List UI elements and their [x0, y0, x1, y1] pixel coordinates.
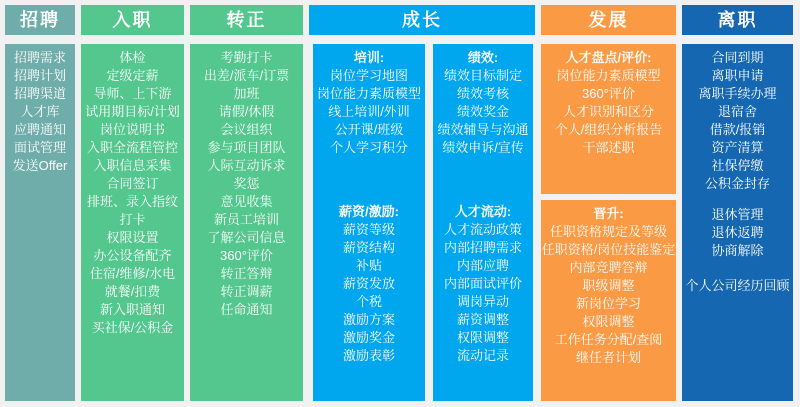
feature-item: 加班 — [233, 86, 260, 101]
feature-item: 人际互动诉求 — [207, 158, 286, 173]
feature-item: 人才库 — [20, 104, 60, 119]
feature-item: 继任者计划 — [575, 350, 641, 365]
feature-item: 工作任务分配/查阅 — [554, 332, 663, 347]
stage-panel — [190, 44, 303, 401]
stage-column-exit — [682, 5, 793, 407]
feature-item: 公积金封存 — [704, 176, 770, 191]
feature-item: 内部应聘 — [456, 258, 509, 273]
feature-item: 发送Offer — [12, 158, 68, 173]
feature-item: 绩效辅导与沟通 — [437, 122, 529, 137]
feature-item: 绩效考核 — [456, 86, 509, 101]
feature-item: 新员工培训 — [213, 212, 279, 227]
stage-body-recruitment — [5, 44, 75, 407]
stage-column-recruitment — [5, 5, 75, 407]
feature-item: 岗位能力素质模型 — [556, 68, 661, 83]
feature-item: 补贴 — [355, 258, 382, 273]
feature-item: 个人学习积分 — [329, 140, 408, 155]
stage-panel — [313, 44, 425, 401]
feature-item: 了解公司信息 — [207, 230, 286, 245]
feature-item: 转正调薪 — [220, 284, 273, 299]
feature-item: 请假/休假 — [218, 104, 275, 119]
feature-group — [541, 205, 676, 367]
feature-item: 干部述职 — [582, 140, 635, 155]
feature-item: 导师、上下游 — [93, 86, 172, 101]
group-label: 人才盘点/评价: — [565, 50, 652, 65]
feature-item: 会议组织 — [220, 122, 273, 137]
stage-header-growth: 成长 — [309, 5, 535, 35]
feature-item: 试用期目标/计划 — [85, 104, 180, 119]
feature-item: 协商解除 — [711, 243, 764, 258]
feature-group — [682, 206, 793, 260]
feature-item: 退宿舍 — [717, 104, 757, 119]
stage-panel — [433, 44, 533, 401]
feature-item: 薪资等级 — [342, 222, 395, 237]
feature-item: 任命通知 — [220, 302, 273, 317]
feature-item: 360°评价 — [582, 86, 635, 101]
feature-item: 薪资结构 — [342, 240, 395, 255]
feature-group — [433, 49, 533, 157]
feature-item: 招聘计划 — [13, 68, 66, 83]
stage-panel — [541, 200, 676, 401]
feature-item: 考勤打卡 — [220, 50, 273, 65]
stage-header-exit: 离职 — [682, 5, 793, 35]
feature-item: 合同签订 — [106, 176, 159, 191]
feature-item: 岗位说明书 — [99, 122, 165, 137]
feature-item: 奖惩 — [233, 176, 260, 191]
feature-group — [433, 203, 533, 365]
feature-item: 薪资调整 — [456, 312, 509, 327]
feature-item: 定级定薪 — [106, 68, 159, 83]
group-label: 晋升: — [593, 206, 624, 221]
stage-body-exit — [682, 44, 793, 407]
stage-body-development — [541, 44, 676, 407]
stage-subcolumn — [190, 44, 303, 401]
feature-group — [81, 49, 184, 337]
feature-item: 离职申请 — [711, 68, 764, 83]
feature-group — [313, 203, 425, 365]
stage-column-development — [541, 5, 676, 407]
feature-group — [541, 49, 676, 157]
feature-item: 办公设备配齐 — [93, 248, 172, 263]
feature-item: 招聘需求 — [13, 50, 66, 65]
stage-header-confirmation: 转正 — [190, 5, 303, 35]
feature-item: 招聘渠道 — [13, 86, 66, 101]
feature-item: 绩效奖金 — [456, 104, 509, 119]
group-label: 培训: — [353, 50, 385, 65]
feature-item: 借款/报销 — [709, 122, 766, 137]
feature-item: 个人公司经历回顾 — [685, 278, 790, 293]
feature-item: 出差/派车/订票 — [203, 68, 290, 83]
feature-group — [313, 49, 425, 157]
stage-header-onboarding: 入职 — [81, 5, 184, 35]
feature-group — [190, 49, 303, 319]
feature-item: 面试管理 — [13, 140, 66, 155]
stage-body-onboarding — [81, 44, 184, 407]
feature-group — [5, 49, 75, 175]
feature-item: 买社保/公积金 — [91, 320, 174, 335]
feature-item: 人才流动政策 — [443, 222, 522, 237]
stage-header-recruitment: 招聘 — [5, 5, 75, 35]
feature-item: 权限设置 — [106, 230, 159, 245]
feature-item: 激励奖金 — [342, 330, 395, 345]
stage-subcolumn — [682, 44, 793, 401]
feature-item: 个税 — [355, 294, 382, 309]
feature-item: 绩效目标制定 — [443, 68, 522, 83]
feature-item: 资产清算 — [711, 140, 764, 155]
feature-item: 线上培训/外训 — [328, 104, 410, 119]
feature-item: 住宿/维修/水电 — [89, 266, 176, 281]
feature-item: 任职资格规定及等级 — [549, 224, 667, 239]
feature-item: 职级调整 — [582, 278, 635, 293]
feature-item: 流动记录 — [456, 348, 509, 363]
feature-item: 入职全流程管控 — [86, 140, 178, 155]
stage-subcolumn — [5, 44, 75, 401]
feature-item: 退休返聘 — [711, 225, 764, 240]
feature-group — [682, 277, 793, 295]
feature-item: 权限调整 — [456, 330, 509, 345]
feature-item: 社保停缴 — [711, 158, 764, 173]
feature-item: 离职手续办理 — [698, 86, 777, 101]
feature-item: 360°评价 — [220, 248, 273, 263]
feature-item: 人才识别和区分 — [562, 104, 654, 119]
stage-column-onboarding — [81, 5, 184, 407]
stage-subcolumn — [541, 44, 676, 401]
feature-item: 合同到期 — [711, 50, 764, 65]
stage-panel — [5, 44, 75, 401]
feature-item: 体检 — [119, 50, 146, 65]
feature-item: 调岗异动 — [456, 294, 509, 309]
feature-item: 退休管理 — [711, 207, 764, 222]
feature-item: 内部面试评价 — [443, 276, 522, 291]
group-label: 薪资/激励: — [339, 204, 399, 219]
feature-item: 入职信息采集 — [93, 158, 172, 173]
feature-item: 参与项目团队 — [207, 140, 286, 155]
stage-column-confirmation — [190, 5, 303, 407]
feature-item: 任职资格/岗位技能鉴定 — [541, 242, 676, 257]
stage-body-growth — [309, 44, 535, 407]
feature-item: 打卡 — [119, 212, 146, 227]
stage-panel — [682, 44, 793, 401]
stage-subcolumn — [81, 44, 184, 401]
feature-item: 绩效申诉/宣传 — [442, 140, 524, 155]
stage-subcolumn — [433, 44, 533, 401]
stage-panel — [81, 44, 184, 401]
feature-group — [682, 49, 793, 193]
group-label: 绩效: — [467, 50, 499, 65]
group-label: 人才流动: — [454, 204, 512, 219]
stage-body-confirmation — [190, 44, 303, 407]
feature-item: 应聘通知 — [13, 122, 66, 137]
feature-item: 新入职通知 — [99, 302, 165, 317]
feature-item: 内部招聘需求 — [443, 240, 522, 255]
stage-column-growth — [309, 5, 535, 407]
feature-item: 岗位能力素质模型 — [316, 86, 421, 101]
stage-header-development: 发展 — [541, 5, 676, 35]
feature-item: 薪资发放 — [342, 276, 395, 291]
feature-item: 内部竞聘答辩 — [569, 260, 648, 275]
feature-item: 公开课/班级 — [334, 122, 404, 137]
feature-item: 激励方案 — [342, 312, 395, 327]
feature-item: 意见收集 — [220, 194, 273, 209]
stage-panel — [541, 44, 676, 194]
stage-subcolumn — [313, 44, 425, 401]
feature-item: 激励表彰 — [342, 348, 395, 363]
feature-item: 新岗位学习 — [575, 296, 641, 311]
feature-item: 排班、录入指纹 — [86, 194, 178, 209]
feature-item: 转正答辩 — [220, 266, 273, 281]
feature-item: 个人/组织分析报告 — [554, 122, 663, 137]
feature-item: 岗位学习地图 — [329, 68, 408, 83]
feature-item: 权限调整 — [582, 314, 635, 329]
feature-item: 就餐/扣费 — [104, 284, 161, 299]
